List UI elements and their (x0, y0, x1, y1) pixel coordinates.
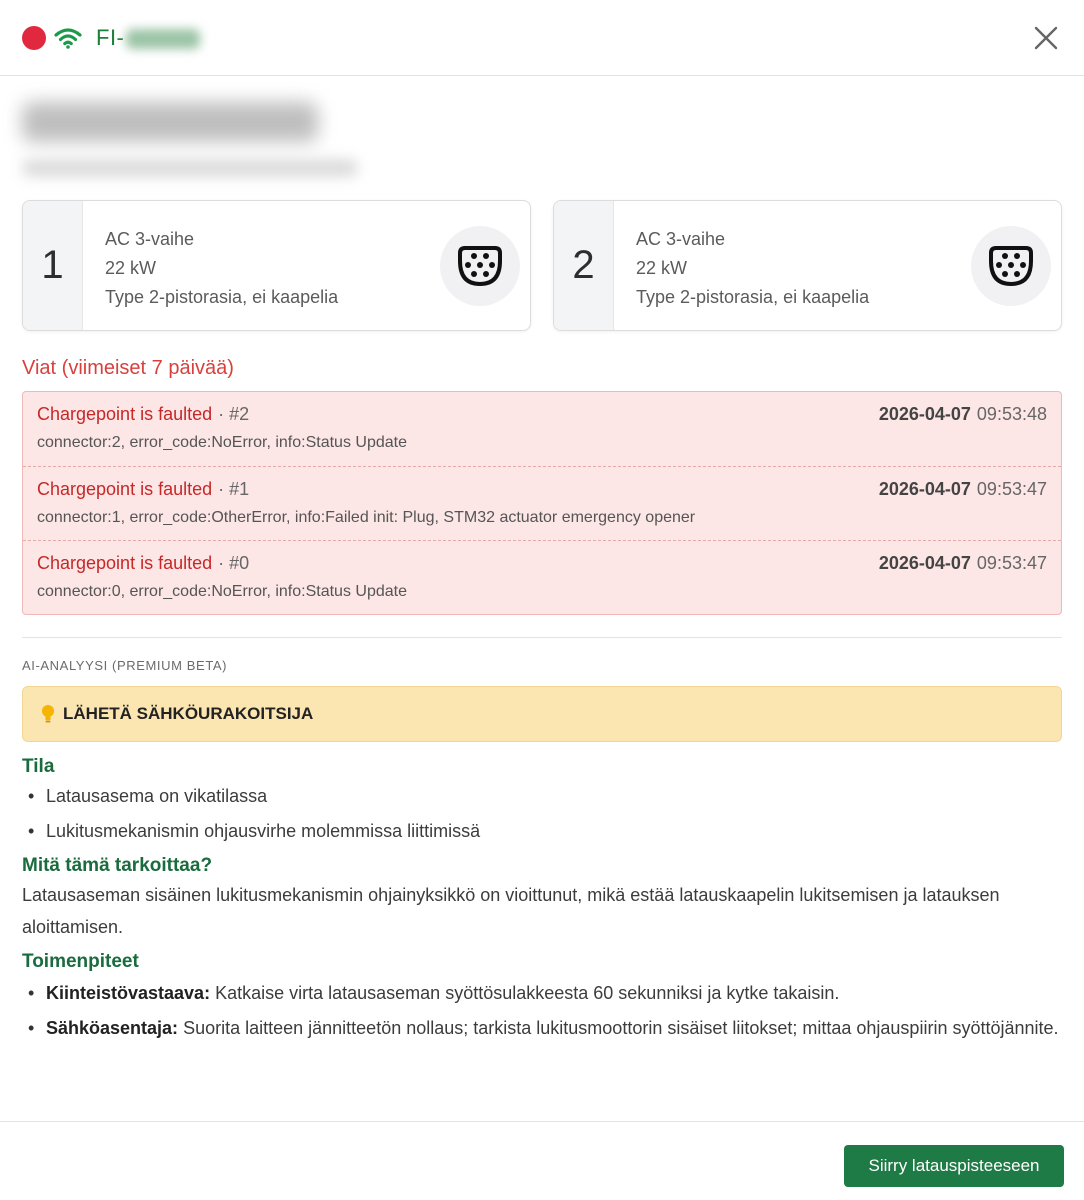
fault-number: · #0 (218, 553, 250, 573)
connector-list (0, 200, 1084, 331)
tila-list (22, 780, 1062, 847)
close-button[interactable] (1030, 22, 1062, 54)
go-to-chargepoint-button[interactable]: Siirry latauspisteeseen (844, 1145, 1064, 1187)
connector-info (614, 201, 961, 330)
redacted-station-name (22, 102, 318, 142)
fault-title: Chargepoint is faulted (37, 479, 213, 499)
fault-item (23, 392, 1061, 466)
meaning-section (0, 847, 1084, 943)
connector-type: AC 3-vaihe (105, 229, 195, 249)
close-icon (1034, 26, 1058, 50)
connector-card[interactable] (553, 200, 1062, 331)
fault-detail: connector:2, error_code:NoError, info:Status Update (37, 434, 407, 451)
ai-analysis-label: AI-ANALYYSI (PREMIUM BETA) (22, 658, 228, 673)
ai-recommendation-text: LÄHETÄ SÄHKÖURAKOITSIJA (63, 704, 314, 723)
connector-number: 1 (23, 201, 83, 330)
actions-list (22, 977, 1062, 1044)
fault-time: 09:53:47 (976, 479, 1047, 499)
fault-number: · #2 (218, 404, 250, 424)
fault-detail: connector:0, error_code:NoError, info:Status Update (37, 583, 407, 600)
tila-heading: Tila (22, 756, 55, 777)
station-id (96, 25, 200, 51)
fault-detail: connector:1, error_code:OtherError, info:Failed init: Plug, STM32 actuator emergency opener (37, 509, 696, 526)
fault-title: Chargepoint is faulted (37, 404, 213, 424)
faults-heading: Viat (viimeiset 7 päivää) (22, 357, 234, 379)
connector-number: 2 (554, 201, 614, 330)
action-text: Katkaise virta latausaseman syöttösulakkeesta 60 sekunniksi ja kytke takaisin. (210, 983, 840, 1003)
station-id-prefix: FI- (96, 24, 125, 50)
wifi-icon (54, 27, 82, 49)
connector-socket: Type 2-pistorasia, ei kaapelia (636, 287, 870, 307)
fault-date: 2026-04-07 (878, 553, 971, 573)
redacted-id (126, 29, 200, 49)
status-indicator (22, 26, 46, 50)
connector-socket: Type 2-pistorasia, ei kaapelia (105, 287, 339, 307)
tila-section (0, 742, 1084, 847)
actions-section (0, 943, 1084, 1044)
type2-plug-icon (971, 226, 1051, 306)
meaning-heading: Mitä tämä tarkoittaa? (22, 855, 213, 876)
list-item (22, 1012, 1062, 1044)
fault-item (23, 466, 1061, 540)
fault-title: Chargepoint is faulted (37, 553, 213, 573)
ai-recommendation-banner (22, 686, 1062, 742)
modal-footer (0, 1121, 1084, 1200)
actions-heading: Toimenpiteet (22, 951, 139, 972)
redacted-station-address (22, 160, 358, 176)
action-role: Kiinteistövastaava: (46, 983, 211, 1003)
action-role: Sähköasentaja: (46, 1018, 179, 1038)
fault-date: 2026-04-07 (878, 404, 971, 424)
fault-item (23, 540, 1061, 614)
list-item: • Lukitusmekanismin ohjausvirhe molemmissa liittimissä (22, 815, 1062, 847)
fault-time: 09:53:48 (976, 404, 1047, 424)
meaning-text: Latausaseman sisäinen lukitusmekanismin ohjainyksikkö on vioittunut, mikä estää latauskaapelin lukitsemisen ja latauksen aloittamisen. (22, 885, 1000, 937)
fault-time: 09:53:47 (976, 553, 1047, 573)
modal-header (0, 0, 1084, 76)
fault-number: · #1 (218, 479, 250, 499)
connector-type: AC 3-vaihe (636, 229, 726, 249)
type2-plug-icon (440, 226, 520, 306)
fault-date: 2026-04-07 (878, 479, 971, 499)
list-item: • Latausasema on vikatilassa (22, 780, 1062, 812)
faults-list (22, 391, 1062, 615)
connector-power: 22 kW (636, 258, 688, 278)
connector-card[interactable] (22, 200, 531, 331)
connector-power: 22 kW (105, 258, 157, 278)
action-text: Suorita laitteen jännitteetön nollaus; tarkista lukitusmoottorin sisäiset liitokset; mittaa ohjauspiirin syöttöjännite. (178, 1018, 1059, 1038)
lightbulb-icon (41, 704, 55, 724)
connector-info (83, 201, 430, 330)
list-item (22, 977, 1062, 1009)
station-title-area (0, 76, 1084, 200)
